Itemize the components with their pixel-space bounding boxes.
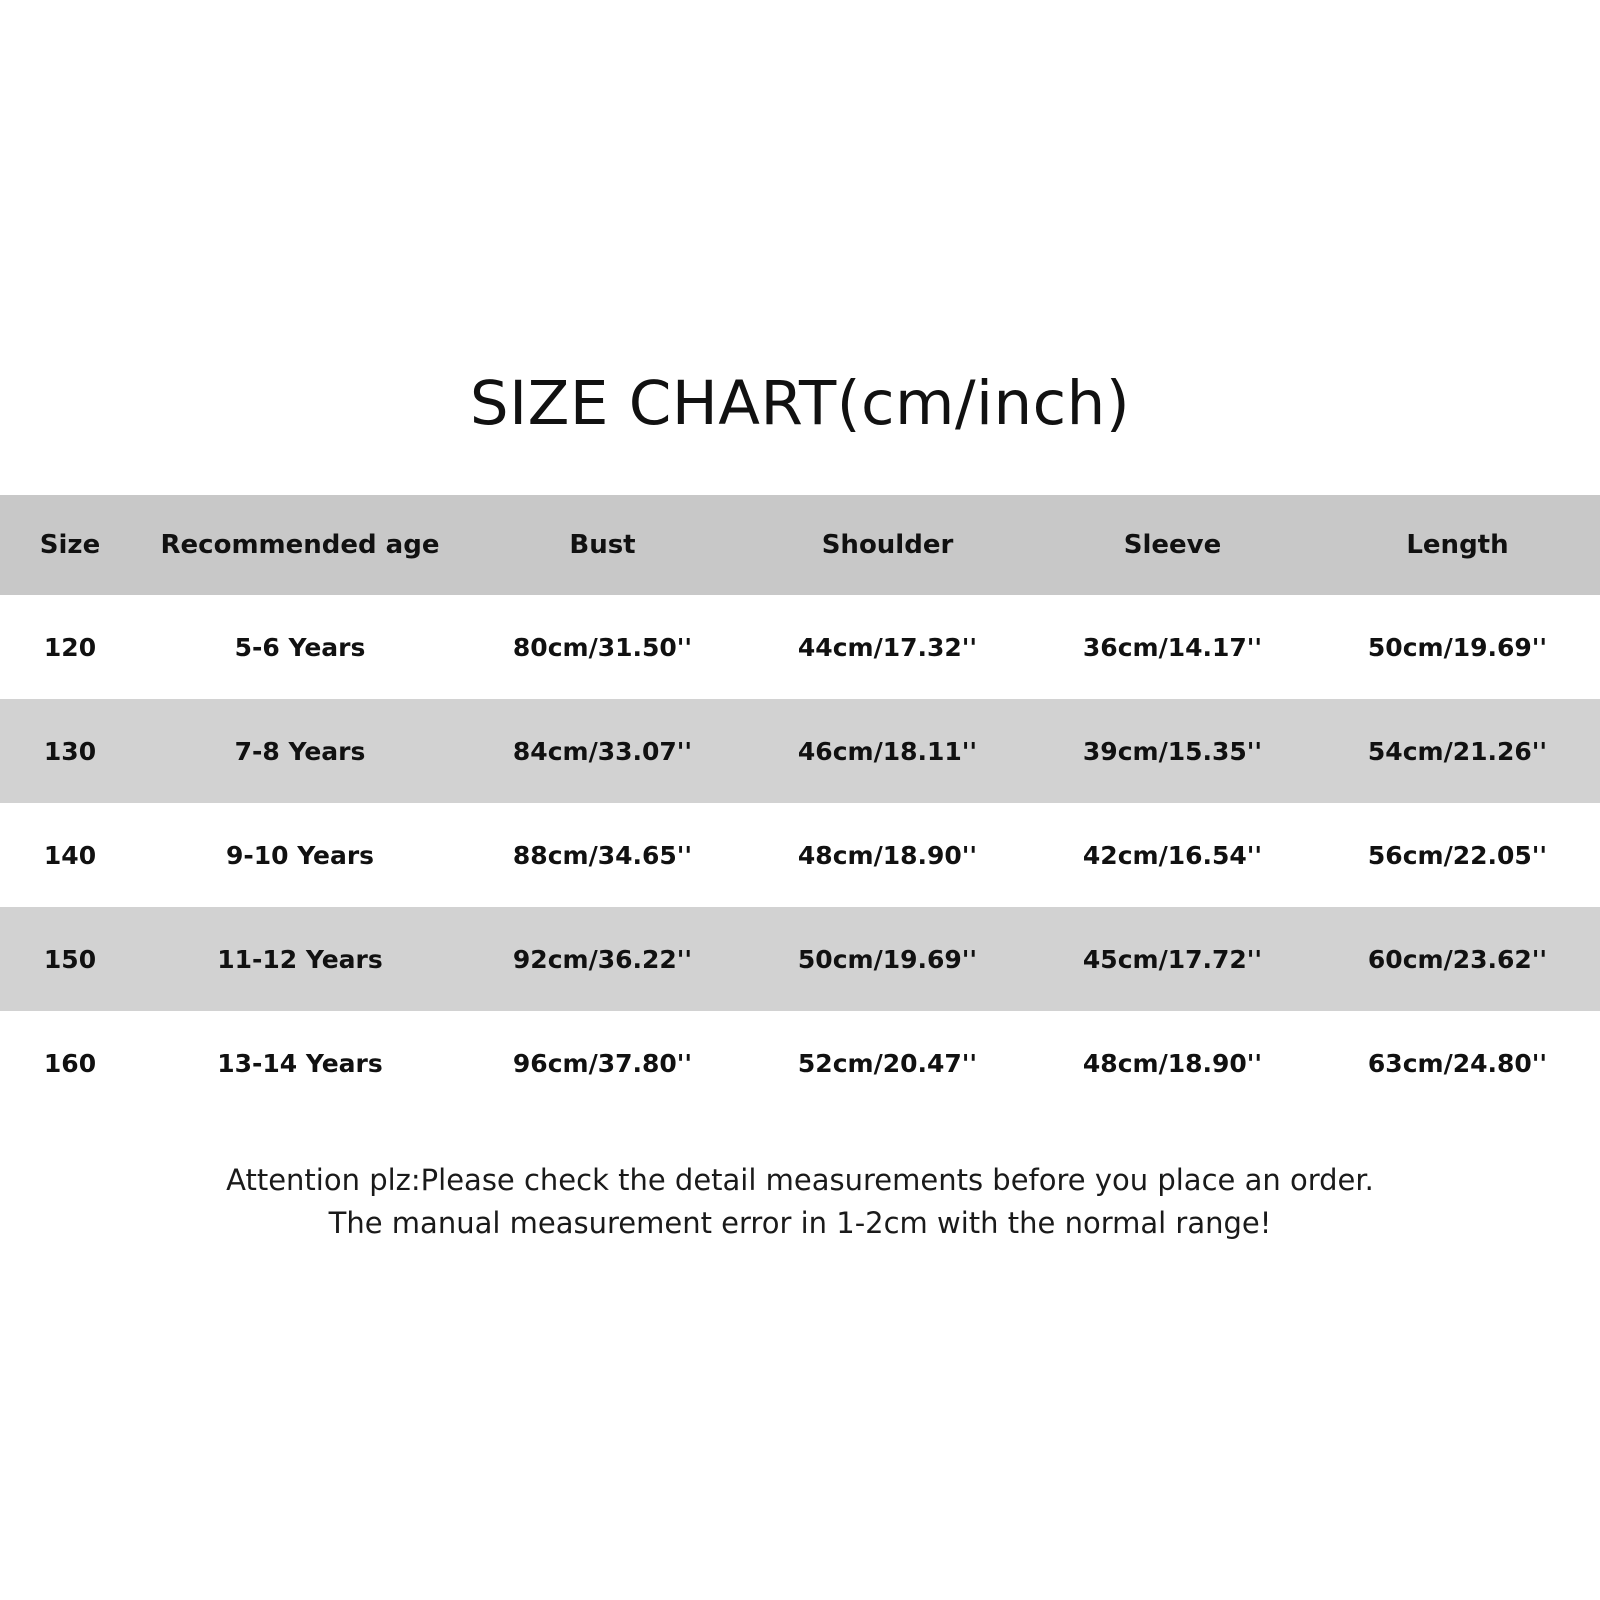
cell-age: 13-14 Years: [217, 1048, 383, 1078]
table-header-row: [0, 495, 1600, 595]
cell-age: 7-8 Years: [234, 736, 366, 766]
column-header-sleeve: Sleeve: [1123, 530, 1222, 561]
cell-age: 11-12 Years: [217, 944, 383, 974]
cell-age: 9-10 Years: [225, 840, 375, 870]
cell-sleeve: 39cm/15.35'': [1082, 736, 1263, 766]
cell-length: 60cm/23.62'': [1367, 944, 1548, 974]
column-header-bust: Bust: [569, 530, 636, 561]
cell-bust: 96cm/37.80'': [512, 1048, 693, 1078]
column-header-size: Size: [39, 530, 101, 561]
attention-note-line-1: Attention plz:Please check the detail measurements before you place an order.: [226, 1163, 1374, 1198]
cell-size: 140: [43, 840, 97, 870]
cell-shoulder: 48cm/18.90'': [797, 840, 978, 870]
cell-size: 130: [43, 736, 97, 766]
cell-length: 50cm/19.69'': [1367, 632, 1548, 662]
cell-bust: 80cm/31.50'': [512, 632, 693, 662]
table-row: [0, 1011, 1600, 1115]
cell-shoulder: 50cm/19.69'': [797, 944, 978, 974]
cell-bust: 88cm/34.65'': [512, 840, 693, 870]
table-row: [0, 595, 1600, 699]
page-title: SIZE CHART(cm/inch): [469, 368, 1131, 439]
column-header-shoulder: Shoulder: [821, 530, 954, 561]
table-row: [0, 803, 1600, 907]
cell-length: 56cm/22.05'': [1367, 840, 1548, 870]
cell-sleeve: 45cm/17.72'': [1082, 944, 1263, 974]
cell-size: 160: [43, 1048, 97, 1078]
cell-bust: 84cm/33.07'': [512, 736, 693, 766]
cell-sleeve: 36cm/14.17'': [1082, 632, 1263, 662]
cell-sleeve: 48cm/18.90'': [1082, 1048, 1263, 1078]
size-chart-container: [0, 370, 1600, 1245]
cell-sleeve: 42cm/16.54'': [1082, 840, 1263, 870]
cell-size: 120: [43, 632, 97, 662]
column-header-recommended-age: Recommended age: [160, 530, 440, 561]
attention-note-line-2: The manual measurement error in 1-2cm with the normal range!: [328, 1206, 1272, 1240]
table-header: [0, 495, 1600, 595]
cell-length: 54cm/21.26'': [1367, 736, 1548, 766]
column-header-length: Length: [1406, 530, 1509, 561]
cell-age: 5-6 Years: [234, 632, 366, 662]
cell-size: 150: [43, 944, 97, 974]
attention-note: [0, 1159, 1600, 1245]
cell-shoulder: 46cm/18.11'': [797, 736, 978, 766]
cell-length: 63cm/24.80'': [1367, 1048, 1548, 1078]
table-row: [0, 699, 1600, 803]
table-row: [0, 907, 1600, 1011]
cell-bust: 92cm/36.22'': [512, 944, 693, 974]
table-body: [0, 595, 1600, 1115]
size-chart-table: [0, 495, 1600, 1115]
cell-shoulder: 44cm/17.32'': [797, 632, 978, 662]
cell-shoulder: 52cm/20.47'': [797, 1048, 978, 1078]
